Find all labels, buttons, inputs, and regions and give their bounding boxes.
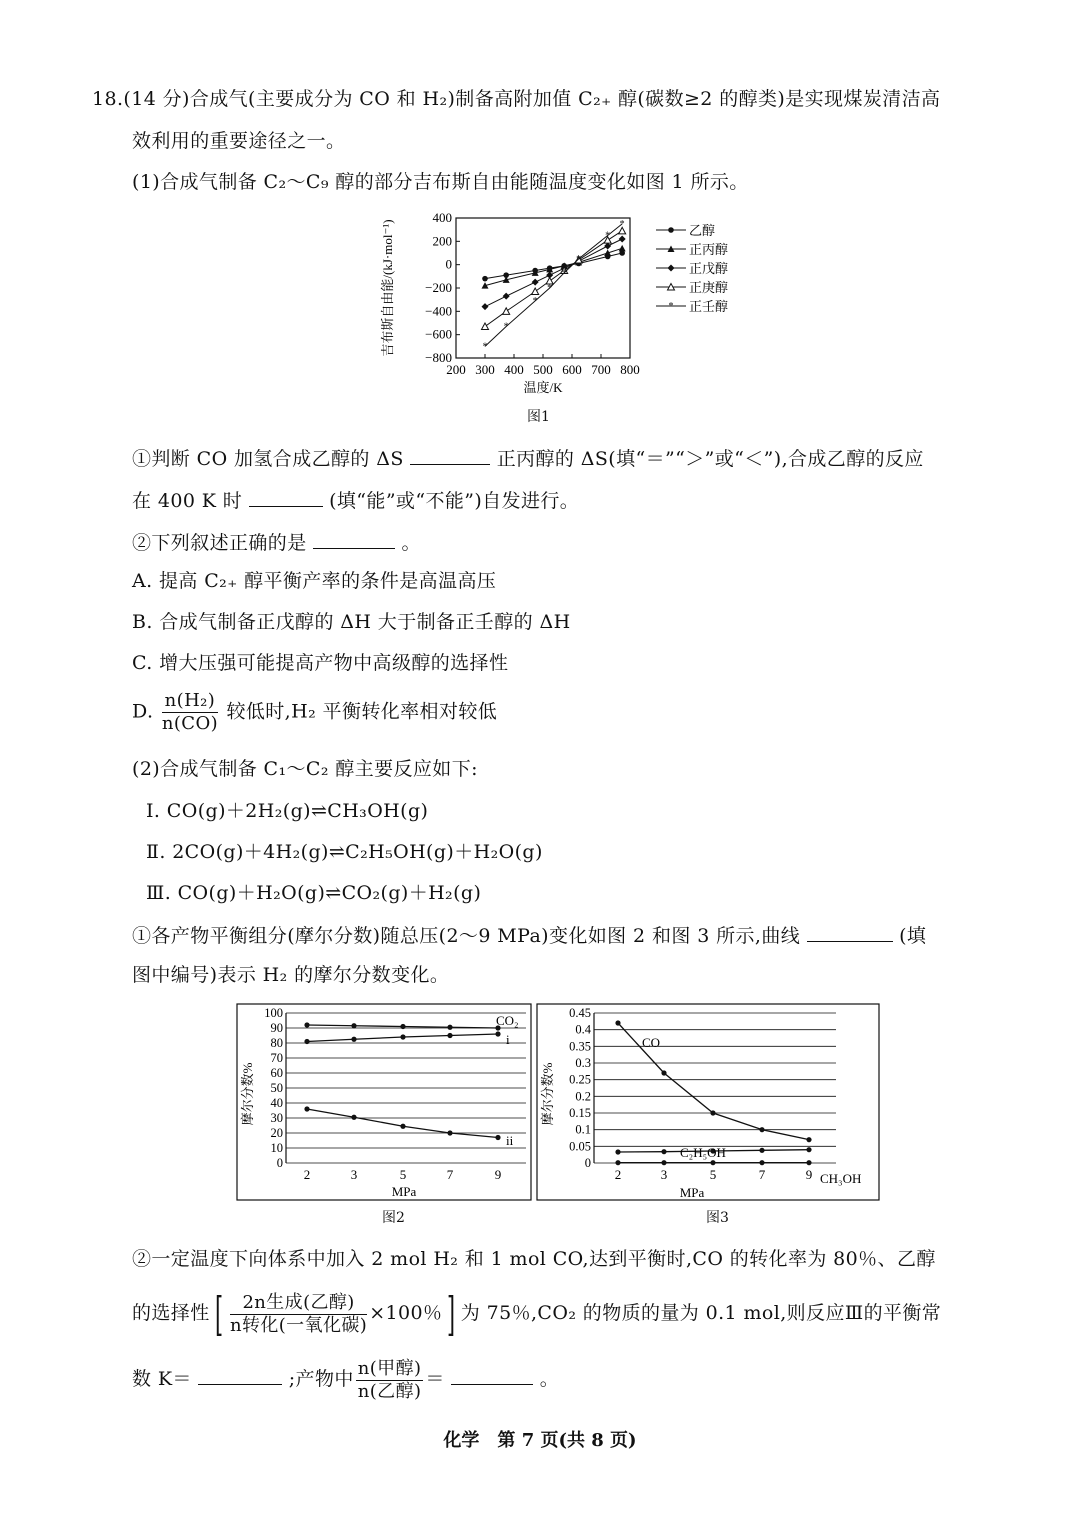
y-tick-label: 50 bbox=[270, 1081, 283, 1095]
data-point bbox=[400, 1124, 405, 1129]
data-point: * bbox=[561, 267, 567, 279]
data-point bbox=[503, 293, 510, 300]
data-point bbox=[400, 1034, 405, 1039]
q1-answer-blank-deltaS[interactable] bbox=[410, 444, 490, 465]
figure1-gibbs-chart bbox=[368, 206, 748, 402]
data-point bbox=[495, 1135, 500, 1140]
y-tick-label: 0 bbox=[584, 1156, 591, 1170]
legend-label: 正庚醇 bbox=[689, 280, 729, 295]
y-tick-label: 0.25 bbox=[569, 1072, 591, 1087]
x-tick-label: 3 bbox=[350, 1167, 358, 1182]
y-tick-label: 0 bbox=[445, 256, 452, 272]
q1-part2-line bbox=[132, 528, 421, 556]
q2-part1-line2: 图中编号)表示 H₂ 的摩尔分数变化。 bbox=[132, 964, 450, 986]
part1-heading: (1)合成气制备 C₂～C₉ 醇的部分吉布斯自由能随温度变化如图 1 所示。 bbox=[132, 171, 749, 193]
question-intro-line1: 18.(14 分)合成气(主要成分为 CO 和 H₂)制备高附加值 C₂₊ 醇(碳数≥2 的醇类)是实现煤炭清洁高 bbox=[92, 88, 941, 110]
x-tick-label: 800 bbox=[620, 362, 640, 377]
data-point bbox=[304, 1022, 309, 1027]
selectivity-denominator: n转化(一氧化碳) bbox=[229, 1314, 368, 1336]
y-tick-label: 0.4 bbox=[575, 1022, 591, 1037]
ratio-fraction bbox=[356, 1358, 424, 1403]
q1-part2-suffix: 。 bbox=[401, 532, 421, 554]
data-point bbox=[495, 1031, 500, 1036]
q2-part2-line3-end: 。 bbox=[539, 1368, 560, 1390]
reaction-2: Ⅱ. 2CO(g)＋4H₂(g)⇌C₂H₅OH(g)＋H₂O(g) bbox=[146, 841, 543, 863]
x-tick-label: 7 bbox=[758, 1167, 766, 1182]
data-point bbox=[661, 1070, 666, 1075]
x-tick-label: 600 bbox=[562, 362, 582, 377]
data-point bbox=[619, 245, 626, 252]
option-d-label: D. bbox=[132, 700, 154, 723]
y-tick-label: 0.15 bbox=[569, 1106, 591, 1120]
x-tick-label: 300 bbox=[475, 362, 495, 377]
y-tick-label: 20 bbox=[270, 1126, 283, 1140]
q1-part1-line1 bbox=[132, 444, 924, 472]
x-tick-label: 9 bbox=[494, 1167, 502, 1182]
ratio-numerator: n(甲醇) bbox=[357, 1357, 422, 1379]
option-d bbox=[132, 690, 497, 735]
ratio-equals: ＝ bbox=[425, 1368, 445, 1390]
y-tick-label: 40 bbox=[270, 1096, 283, 1110]
x-tick-label: 7 bbox=[446, 1167, 454, 1182]
data-point: * bbox=[532, 295, 538, 307]
y-tick-label: −600 bbox=[425, 326, 452, 342]
series-label: CH₃OH bbox=[820, 1171, 862, 1186]
data-point bbox=[351, 1115, 356, 1120]
y-tick-label: 100 bbox=[264, 1006, 283, 1020]
data-point bbox=[604, 250, 611, 257]
y-tick-label: 200 bbox=[432, 233, 452, 249]
q2-part1-prefix: ①各产物平衡组分(摩尔分数)随总压(2～9 MPa)变化如图 2 和图 3 所示,曲线 bbox=[132, 925, 801, 947]
data-point bbox=[447, 1025, 452, 1030]
y-tick-label: 0.1 bbox=[575, 1122, 591, 1137]
reaction-1: Ⅰ. CO(g)＋2H₂(g)⇌CH₃OH(g) bbox=[146, 800, 429, 822]
legend-marker bbox=[668, 265, 675, 272]
legend-label: 乙醇 bbox=[689, 223, 716, 238]
legend-marker bbox=[668, 227, 674, 233]
right-bracket: ] bbox=[447, 1287, 456, 1341]
q2-part2-line3 bbox=[132, 1354, 559, 1404]
x-tick-label: 3 bbox=[660, 1167, 668, 1182]
x-axis-label: 温度/K bbox=[523, 380, 563, 395]
legend-label: 正戊醇 bbox=[689, 261, 729, 276]
y-tick-label: −800 bbox=[425, 350, 452, 365]
q2-answer-blank-curve[interactable] bbox=[807, 921, 893, 942]
data-point bbox=[351, 1037, 356, 1042]
q1-answer-blank-spontaneous[interactable] bbox=[249, 486, 323, 507]
data-point bbox=[400, 1024, 405, 1029]
data-point bbox=[532, 279, 539, 286]
data-point bbox=[447, 1130, 452, 1135]
x-tick-label: 200 bbox=[446, 362, 466, 377]
q2-answer-blank-K[interactable] bbox=[198, 1364, 282, 1385]
data-point: * bbox=[605, 230, 611, 242]
data-point: * bbox=[547, 283, 553, 294]
data-point bbox=[482, 303, 489, 310]
selectivity-numerator: 2n生成(乙醇) bbox=[230, 1292, 367, 1315]
figure3-pressure-chart bbox=[536, 1003, 880, 1203]
y-tick-label: 0.3 bbox=[575, 1056, 591, 1070]
part2-heading: (2)合成气制备 C₁～C₂ 醇主要反应如下: bbox=[132, 758, 478, 780]
y-tick-label: 70 bbox=[270, 1051, 283, 1065]
data-point bbox=[710, 1110, 715, 1115]
q2-part2-line3-prefix: 数 K＝ bbox=[132, 1368, 192, 1390]
y-axis-label: 摩尔分数% bbox=[540, 1062, 555, 1126]
q2-part1-line1 bbox=[132, 921, 926, 949]
q1-part1-line2 bbox=[132, 486, 579, 514]
data-point bbox=[759, 1148, 764, 1153]
data-point bbox=[304, 1106, 309, 1111]
q2-part2-line2-prefix: 的选择性 bbox=[132, 1302, 210, 1324]
q1-part2-prefix: ②下列叙述正确的是 bbox=[132, 532, 307, 554]
y-tick-label: 60 bbox=[270, 1066, 283, 1080]
x-tick-label: 700 bbox=[591, 362, 611, 377]
q2-part2-line3-mid: ;产物中 bbox=[288, 1368, 354, 1390]
data-point bbox=[619, 236, 626, 243]
data-point bbox=[503, 308, 510, 315]
x-axis-label: MPa bbox=[679, 1185, 705, 1200]
y-axis-label: 摩尔分数% bbox=[240, 1062, 255, 1126]
selectivity-multiplier: ×100％ bbox=[369, 1302, 443, 1324]
data-point bbox=[710, 1160, 715, 1165]
selectivity-fraction bbox=[230, 1292, 367, 1337]
q1-answer-blank-choice[interactable] bbox=[313, 528, 395, 549]
x-axis-label: MPa bbox=[391, 1184, 417, 1199]
data-point bbox=[806, 1137, 811, 1142]
data-point bbox=[661, 1160, 666, 1165]
q1-part1-suffix: 正丙醇的 ΔS(填“＝”“＞”或“＜”),合成乙醇的反应 bbox=[496, 448, 924, 470]
q1-part1-line2-suffix: (填“能”或“不能”)自发进行。 bbox=[329, 490, 580, 512]
q2-answer-blank-ratio[interactable] bbox=[451, 1364, 533, 1385]
data-point bbox=[806, 1147, 811, 1152]
x-tick-label: 5 bbox=[399, 1167, 407, 1182]
x-tick-label: 2 bbox=[303, 1167, 311, 1182]
series-label: CO₂ bbox=[496, 1013, 519, 1028]
y-tick-label: 0.45 bbox=[569, 1006, 591, 1020]
option-d-denominator: n(CO) bbox=[161, 713, 219, 734]
y-tick-label: 400 bbox=[432, 210, 452, 225]
data-point bbox=[615, 1020, 620, 1025]
y-tick-label: 10 bbox=[270, 1141, 283, 1155]
option-d-numerator: n(H₂) bbox=[162, 690, 218, 713]
q2-part2-line1: ②一定温度下向体系中加入 2 mol H₂ 和 1 mol CO,达到平衡时,CO 的转化率为 80％、乙醇 bbox=[132, 1248, 936, 1270]
data-point bbox=[482, 276, 488, 282]
x-tick-label: 500 bbox=[533, 362, 553, 377]
data-point bbox=[806, 1160, 811, 1165]
y-tick-label: 90 bbox=[270, 1021, 283, 1035]
q2-part2-line2 bbox=[132, 1287, 942, 1341]
y-tick-label: 0.2 bbox=[575, 1089, 591, 1104]
figure2-caption: 图2 bbox=[382, 1210, 405, 1226]
figure1-caption: 图1 bbox=[527, 409, 550, 425]
q2-part2-line2-suffix: 为 75％,CO₂ 的物质的量为 0.1 mol,则反应Ⅲ的平衡常 bbox=[460, 1302, 942, 1324]
reaction-3: Ⅲ. CO(g)＋H₂O(g)⇌CO₂(g)＋H₂(g) bbox=[146, 882, 482, 904]
series-label: i bbox=[506, 1032, 510, 1047]
x-tick-label: 400 bbox=[504, 362, 524, 377]
series-label: ii bbox=[506, 1133, 514, 1148]
series-label: CO bbox=[642, 1035, 661, 1050]
q1-part1-line2-prefix: 在 400 K 时 bbox=[132, 490, 243, 512]
y-axis-label: 吉布斯自由能/(kJ·mol⁻¹) bbox=[380, 219, 395, 357]
legend-marker: * bbox=[668, 301, 674, 312]
figure2-pressure-chart bbox=[236, 1003, 532, 1203]
data-point bbox=[447, 1033, 452, 1038]
ratio-denominator: n(乙醇) bbox=[357, 1380, 422, 1402]
q2-part1-suffix: (填 bbox=[899, 925, 927, 947]
y-tick-label: 0.05 bbox=[569, 1139, 591, 1154]
x-tick-label: 9 bbox=[805, 1167, 813, 1182]
y-tick-label: 30 bbox=[270, 1111, 283, 1125]
data-point bbox=[759, 1127, 764, 1132]
legend-label: 正壬醇 bbox=[689, 299, 729, 314]
option-c: C. 增大压强可能提高产物中高级醇的选择性 bbox=[132, 652, 509, 674]
data-point: * bbox=[576, 253, 582, 265]
y-tick-label: 0 bbox=[276, 1156, 283, 1170]
data-point bbox=[661, 1149, 666, 1154]
page-footer: 化学 第 7 页(共 8 页) bbox=[443, 1430, 637, 1451]
data-point bbox=[615, 1160, 620, 1165]
option-d-text: 较低时,H₂ 平衡转化率相对较低 bbox=[226, 700, 498, 723]
option-b: B. 合成气制备正戊醇的 ΔH 大于制备正壬醇的 ΔH bbox=[132, 611, 571, 633]
q1-part1-prefix: ①判断 CO 加氢合成乙醇的 ΔS bbox=[132, 448, 404, 470]
left-bracket: [ bbox=[214, 1287, 223, 1341]
y-tick-label: −200 bbox=[425, 280, 452, 295]
question-intro-line2: 效利用的重要途径之一。 bbox=[132, 130, 346, 152]
legend-label: 正丙醇 bbox=[689, 242, 729, 257]
data-point bbox=[615, 1149, 620, 1154]
y-tick-label: −400 bbox=[425, 303, 452, 319]
data-point bbox=[304, 1039, 309, 1044]
data-point bbox=[532, 288, 539, 295]
x-tick-label: 2 bbox=[614, 1167, 622, 1182]
x-tick-label: 5 bbox=[709, 1167, 717, 1182]
figure3-caption: 图3 bbox=[706, 1210, 729, 1226]
data-point: * bbox=[482, 341, 488, 353]
y-tick-label: 0.35 bbox=[569, 1039, 591, 1054]
data-point bbox=[759, 1160, 764, 1165]
option-d-ratio bbox=[162, 690, 218, 735]
data-point: * bbox=[619, 218, 625, 230]
option-a: A. 提高 C₂₊ 醇平衡产率的条件是高温高压 bbox=[132, 570, 497, 592]
series-label: C₂H₅OH bbox=[680, 1145, 726, 1160]
data-point bbox=[351, 1023, 356, 1028]
data-point bbox=[482, 323, 489, 330]
data-point: * bbox=[503, 321, 509, 333]
y-tick-label: 80 bbox=[270, 1036, 283, 1050]
